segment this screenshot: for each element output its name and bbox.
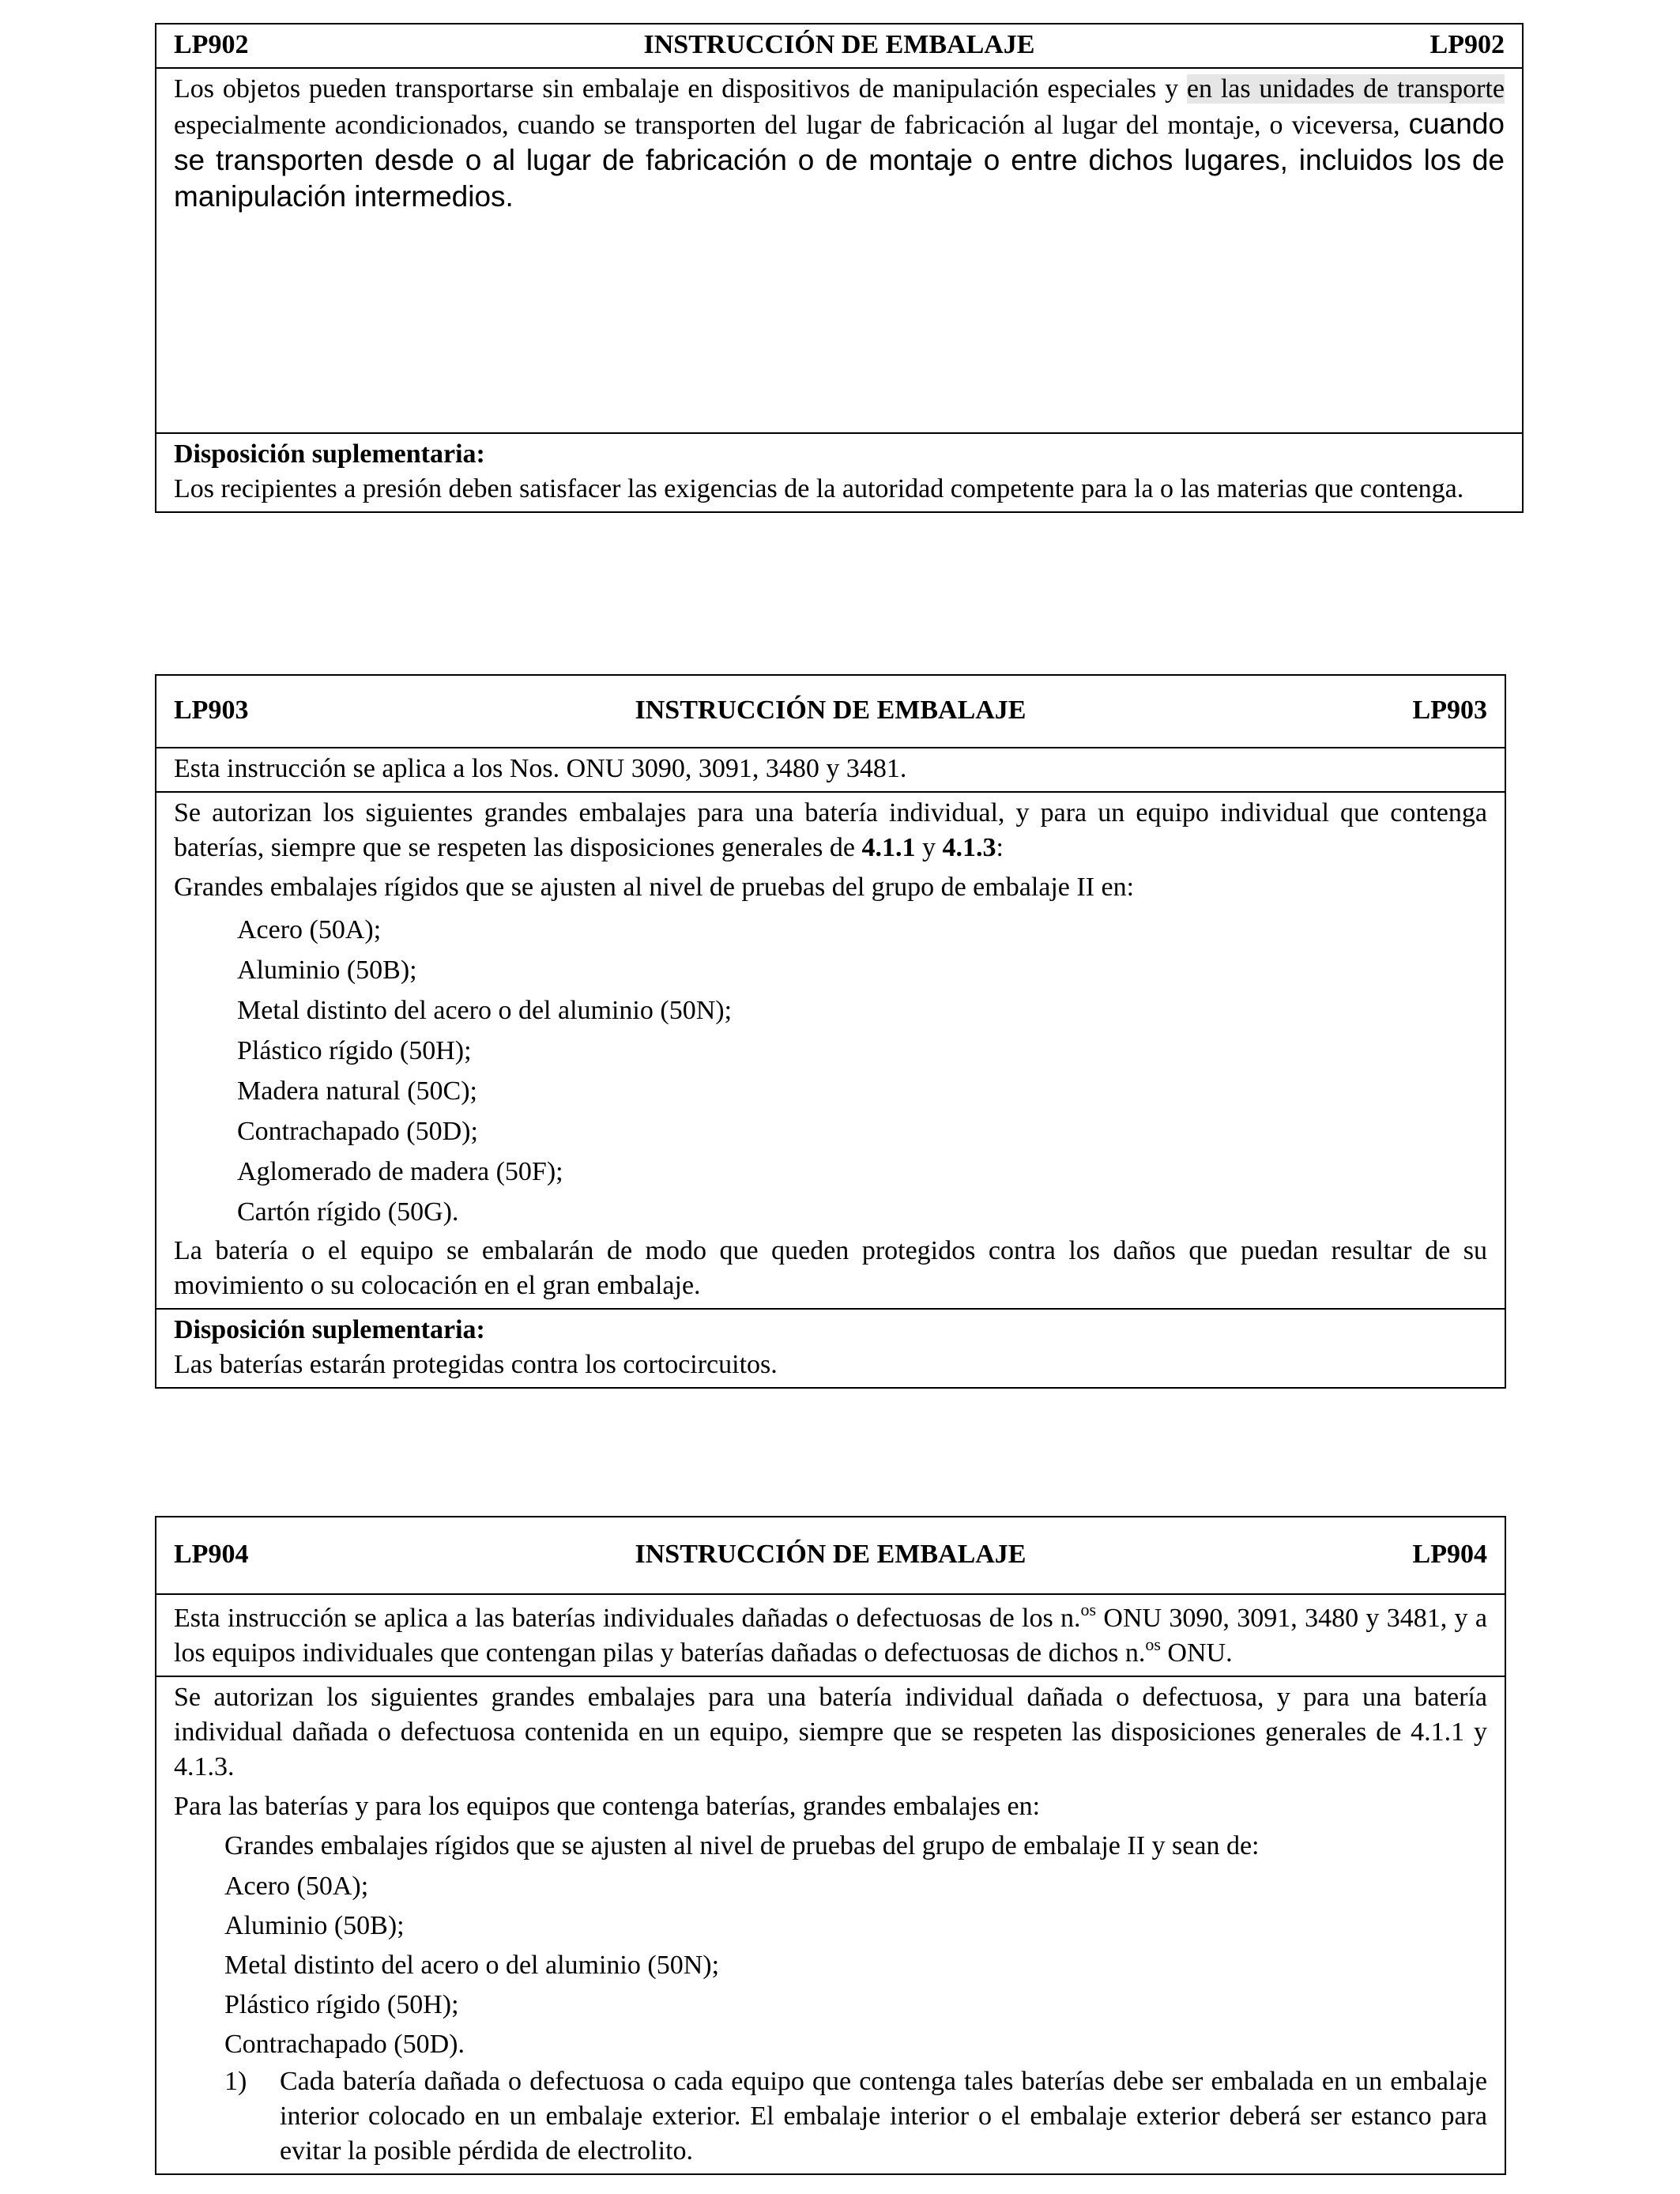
lp903-header	[156, 676, 1505, 747]
lp904-item-number: 1)	[224, 2067, 247, 2096]
lp902-body-text	[174, 72, 1505, 216]
lp904-materials-list	[174, 1864, 1487, 2064]
lp903-table	[155, 674, 1506, 1389]
lp903-auth-text	[174, 796, 1487, 865]
list-item: Acero (50A);	[224, 1872, 369, 1901]
lp902-body-part1: Los objetos pueden transportarse sin embalaje en dispositivos de manipulación especiales y	[174, 74, 1187, 104]
lp903-applies-text: Esta instrucción se aplica a los Nos. ONU 3090, 3091, 3480 y 3481.	[174, 754, 907, 783]
list-item: Plástico rígido (50H);	[237, 1036, 472, 1065]
lp902-body-part2: especialmente acondicionados, cuando se transporten del lugar de fabricación al lugar del montaje, o viceversa,	[174, 111, 1409, 140]
lp904-code-right: LP904	[1412, 1540, 1487, 1569]
lp903-applies	[156, 747, 1505, 791]
lp904-applies-part3: ONU.	[1160, 1638, 1233, 1668]
lp902-code-left: LP902	[174, 30, 249, 59]
list-item: Plástico rígido (50H);	[224, 1990, 459, 2019]
lp903-ref-411: 4.1.1	[861, 833, 916, 862]
lp903-protect-text: La batería o el equipo se embalarán de modo que queden protegidos contra los daños que puedan resultar de su movimiento o su colocación en el gran embalaje.	[174, 1236, 1487, 1300]
lp904-sup-os: os	[1145, 1634, 1161, 1654]
lp903-auth-part: Se autorizan los siguientes grandes embalajes para una batería individual, y para un equipo individual que contenga baterías, siempre que se respeten las disposiciones generales de	[174, 798, 1487, 862]
lp903-code-right: LP903	[1412, 696, 1487, 725]
list-item: Aluminio (50B);	[224, 1911, 405, 1940]
lp903-code-left: LP903	[174, 696, 249, 725]
lp904-auth-text: Se autorizan los siguientes grandes embalajes para una batería individual dañada o defectuosa, y para una batería individual dañada o defectuosa contenida en un equipo, siempre que se respeten las disposiciones generales de 4.1.1 y 4.1.3.	[174, 1683, 1487, 1781]
list-item: Madera natural (50C);	[237, 1076, 477, 1106]
lp904-code-left: LP904	[174, 1540, 249, 1569]
lp904-applies-part1: Esta instrucción se aplica a las baterías individuales dañadas o defectuosas de los n.	[174, 1604, 1081, 1633]
lp903-supplementary	[156, 1308, 1505, 1387]
lp902-body-part3: cuando se transporten desde o al lugar de fabricación o de montaje o entre dichos lugares, incluidos los de manipulación intermedios.	[174, 107, 1505, 213]
lp902-title: INSTRUCCIÓN DE EMBALAJE	[643, 30, 1035, 59]
lp902-body	[156, 67, 1522, 432]
lp904-numbered-item	[174, 2064, 1487, 2169]
lp904-title: INSTRUCCIÓN DE EMBALAJE	[635, 1540, 1026, 1569]
lp904-applies	[156, 1593, 1505, 1676]
lp903-supp-text: Las baterías estarán protegidas contra los cortocircuitos.	[174, 1350, 778, 1379]
lp904-applies-part2: ONU 3090, 3091, 3480 y 3481, y a los equipos individuales que contengan pilas y baterías dañadas o defectuosas de dichos n.	[174, 1604, 1487, 1668]
lp904-applies-text	[174, 1601, 1487, 1671]
lp902-header	[156, 25, 1522, 67]
list-item: Aluminio (50B);	[237, 956, 417, 985]
lp904-for-batteries: Para las baterías y para los equipos que contenga baterías, grandes embalajes en:	[174, 1792, 1041, 1821]
list-item: Acero (50A);	[237, 915, 382, 944]
lp902-supp-title: Disposición suplementaria:	[174, 439, 485, 469]
lp904-sup-os: os	[1080, 1600, 1097, 1619]
lp904-header	[156, 1517, 1505, 1593]
lp903-rigid-intro: Grandes embalajes rígidos que se ajusten al nivel de pruebas del grupo de embalaje II en:	[174, 873, 1135, 902]
list-item: Contrachapado (50D);	[237, 1117, 478, 1146]
lp903-materials-list	[174, 905, 1487, 1232]
lp903-title: INSTRUCCIÓN DE EMBALAJE	[635, 696, 1026, 725]
list-item: Aglomerado de madera (50F);	[237, 1157, 563, 1186]
lp902-body-highlight: en las unidades de transporte	[1186, 74, 1505, 104]
lp902-supp-text: Los recipientes a presión deben satisfacer las exigencias de la autoridad competente para la o las materias que contenga.	[174, 474, 1464, 503]
list-item: Contrachapado (50D).	[224, 2030, 465, 2059]
lp904-table	[155, 1516, 1506, 2175]
lp903-auth-end: :	[996, 833, 1004, 862]
lp902-code-right: LP902	[1430, 30, 1505, 59]
list-item: Metal distinto del acero o del aluminio (50N);	[224, 1951, 720, 1980]
list-item: Cartón rígido (50G).	[237, 1197, 459, 1227]
lp903-ref-413: 4.1.3	[942, 833, 996, 862]
lp903-supp-title: Disposición suplementaria:	[174, 1315, 485, 1344]
lp904-body	[156, 1676, 1505, 2173]
lp903-body	[156, 791, 1505, 1308]
lp903-auth-and: y	[915, 833, 943, 862]
lp902-table	[155, 23, 1524, 513]
list-item: Metal distinto del acero o del aluminio (50N);	[237, 996, 733, 1025]
lp904-rigid-intro: Grandes embalajes rígidos que se ajusten al nivel de pruebas del grupo de embalaje II y sean de:	[224, 1831, 1260, 1860]
lp904-item-text: Cada batería dañada o defectuosa o cada equipo que contenga tales baterías debe ser embalada en un embalaje interior colocado en un embalaje exterior. El embalaje interior o el embalaje exterior deberá ser estanco para evitar la posible pérdida de electrolito.	[280, 2067, 1487, 2166]
lp902-supplementary	[156, 432, 1522, 511]
